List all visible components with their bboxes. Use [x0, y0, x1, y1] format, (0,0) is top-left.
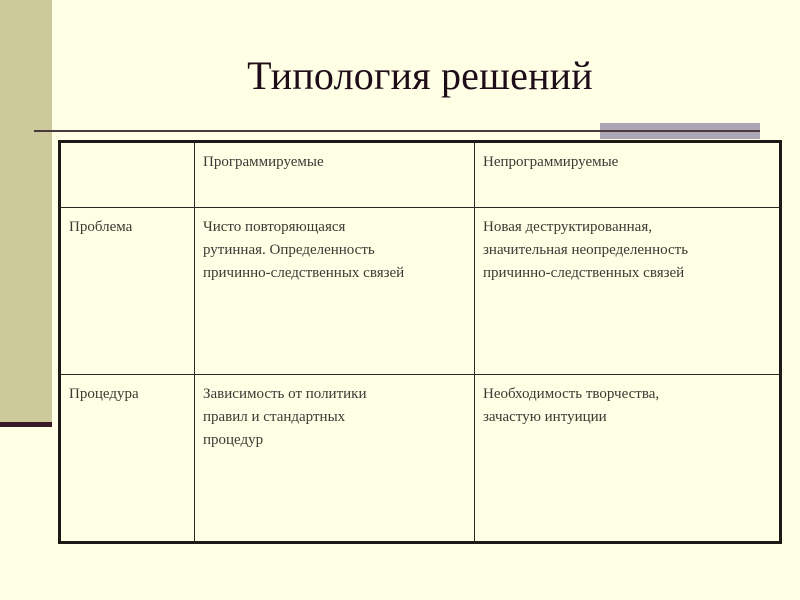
row-label-procedure: Процедура [60, 375, 195, 543]
cell-text-line: Новая деструктированная, [483, 219, 652, 235]
cell-procedure-programmable [195, 375, 475, 543]
cell-text-line: причинно-следственных связей [483, 265, 685, 281]
cell-text-line: Чисто повторяющаяся [203, 219, 346, 235]
table-header-row [60, 142, 781, 208]
slide-title: Типология решений [247, 53, 593, 98]
cell-text-line: зачастую интуиции [483, 409, 607, 425]
decision-typology-table [58, 140, 782, 544]
cell-text-line: правил и стандартных [203, 409, 346, 425]
table-row-procedure [60, 375, 781, 543]
table-row-problem [60, 208, 781, 375]
cell-text-line: значительная неопределенность [483, 242, 689, 258]
title-divider-line [34, 130, 760, 132]
cell-text-line: Зависимость от политики [203, 386, 367, 402]
cell-text-line: рутинная. Определенность [203, 242, 375, 258]
cell-text-line: процедур [203, 432, 264, 448]
row-label-problem: Проблема [60, 208, 195, 375]
cell-problem-programmable [195, 208, 475, 375]
cell-text-line: Необходимость творчества, [483, 386, 660, 402]
header-cell-non-programmable: Непрограммируемые [475, 142, 781, 208]
cell-text-line: причинно-следственных связей [203, 265, 405, 281]
header-cell-programmable: Программируемые [195, 142, 475, 208]
header-cell-empty [60, 142, 195, 208]
cell-procedure-non-programmable [475, 375, 781, 543]
cell-problem-non-programmable [475, 208, 781, 375]
